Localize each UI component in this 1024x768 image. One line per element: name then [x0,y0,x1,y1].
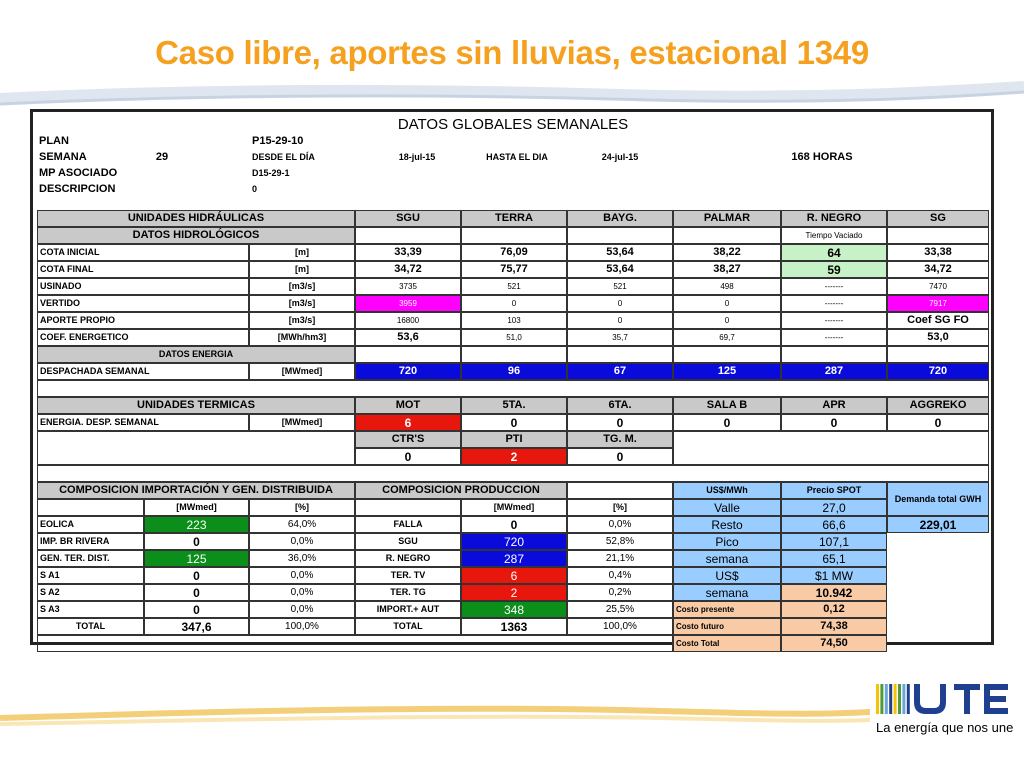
hidro-row-label-4: APORTE PROPIO [37,312,249,329]
hidro-row-label-2: USINADO [37,278,249,295]
termicas-value-4: 0 [781,414,887,431]
hidraulicas-title: UNIDADES HIDRÁULICAS [37,210,355,227]
hidro-value-4-5: Coef SG FO [887,312,989,329]
imp-row-mw-1: 0 [144,533,249,550]
spot-row-value-1: 66,6 [781,516,887,533]
prod-row-label-4: TER. TG [355,584,461,601]
imp-unit1: [MWmed] [144,499,249,516]
hidro-row-unit-4: [m3/s] [249,312,355,329]
spot-row-value-2: 107,1 [781,533,887,550]
hidro-value-0-4: 64 [781,244,887,261]
hidro-value-4-4: ------- [781,312,887,329]
imp-row-pct-5: 0,0% [249,601,355,618]
hidro-value-1-2: 53,64 [567,261,673,278]
hidro-col-5: SG [887,210,989,227]
termicas2-col-2: TG. M. [567,431,673,448]
spot-row-value-3: 65,1 [781,550,887,567]
costo-value-2: 74,50 [781,635,887,652]
prod-row-pct-6: 100,0% [567,618,673,635]
imp-row-label-2: GEN. TER. DIST. [37,550,144,567]
hidro-value-2-5: 7470 [887,278,989,295]
plan-value: P15-29-10 [252,134,304,147]
hidro-row-label-3: VERTIDO [37,295,249,312]
prod-row-label-5: IMPORT.+ AUT [355,601,461,618]
costo-label-2: Costo Total [673,635,781,652]
energia-blank-2 [567,346,673,363]
termicas2-col-1: PTI [461,431,567,448]
hidro-value-3-1: 0 [461,295,567,312]
logo-stripe [876,684,879,714]
termicas-col-4: APR [781,397,887,414]
termicas-blank-right [673,431,989,465]
imp-row-pct-2: 36,0% [249,550,355,567]
hidro-row-unit-0: [m] [249,244,355,261]
importacion-title: COMPOSICION IMPORTACIÓN Y GEN. DISTRIBUIDA [37,482,355,499]
comp-bottom-blank [37,635,673,652]
hidro-value-2-4: ------- [781,278,887,295]
termicas2-value-1: 2 [461,448,567,465]
spot-row-label-4: US$ [673,567,781,584]
spot-row-value-4: $1 MW [781,567,887,584]
hidro-value-3-2: 0 [567,295,673,312]
horas-value: 168 HORAS [791,150,853,163]
hidro-value-4-3: 0 [673,312,781,329]
prod-row-label-3: TER. TV [355,567,461,584]
decorative-swoosh-bottom [0,690,870,730]
spreadsheet-grid [37,114,989,649]
hidro-value-2-1: 521 [461,278,567,295]
prod-row-pct-0: 0,0% [567,516,673,533]
imp-row-mw-5: 0 [144,601,249,618]
prod-unit2: [%] [567,499,673,516]
termicas-value-1: 0 [461,414,567,431]
despachada-value-4: 287 [781,363,887,380]
imp-row-pct-4: 0,0% [249,584,355,601]
hidro-value-3-3: 0 [673,295,781,312]
despachada-value-2: 67 [567,363,673,380]
prod-row-pct-2: 21,1% [567,550,673,567]
hidro-value-5-4: ------- [781,329,887,346]
hidro-value-1-4: 59 [781,261,887,278]
imp-row-pct-0: 64,0% [249,516,355,533]
prod-row-mw-1: 720 [461,533,567,550]
imp-row-pct-1: 0,0% [249,533,355,550]
termicas-value-0: 6 [355,414,461,431]
hidro-value-1-5: 34,72 [887,261,989,278]
hidro-row-label-1: COTA FINAL [37,261,249,278]
termicas-value-3: 0 [673,414,781,431]
termicas-title: UNIDADES TERMICAS [37,397,355,414]
imp-row-label-1: IMP. BR RIVERA [37,533,144,550]
termicas2-value-0: 0 [355,448,461,465]
hidro-value-0-3: 38,22 [673,244,781,261]
despachada-unit: [MWmed] [249,363,355,380]
hidro-row-unit-2: [m3/s] [249,278,355,295]
imp-unit2: [%] [249,499,355,516]
energia-blank-5 [887,346,989,363]
logo-stripe [898,684,901,714]
hidro-value-3-0: 3959 [355,295,461,312]
comp-blank [567,482,673,499]
hidro-row-unit-1: [m] [249,261,355,278]
sheet-title: DATOS GLOBALES SEMANALES [397,115,629,133]
gap-row-1 [37,380,989,397]
imp-row-mw-6: 347,6 [144,618,249,635]
hidro-value-2-3: 498 [673,278,781,295]
hidro-row-unit-3: [m3/s] [249,295,355,312]
hidro-value-1-3: 38,27 [673,261,781,278]
termicas2-col-0: CTR'S [355,431,461,448]
tiempo-vaciado: Tiempo Vaciado [781,227,887,244]
hidro-value-5-1: 51,0 [461,329,567,346]
semana-value: 29 [155,150,169,163]
energia-blank-0 [355,346,461,363]
hidro-value-1-1: 75,77 [461,261,567,278]
hidro-row-label-5: COEF. ENERGETICO [37,329,249,346]
termicas-value-5: 0 [887,414,989,431]
hasta-label: HASTA EL DIA [486,151,548,162]
slide-title: Caso libre, aportes sin lluvias, estacional 1349 [155,34,869,71]
spot-row-label-3: semana [673,550,781,567]
plan-label: PLAN [39,134,69,147]
imp-row-pct-6: 100,0% [249,618,355,635]
descripcion-value: 0 [252,183,258,194]
logo-stripe [894,684,897,714]
hidro-row-unit-5: [MWh/hm3] [249,329,355,346]
termicas-col-5: AGGREKO [887,397,989,414]
hidro-row-label-0: COTA INICIAL [37,244,249,261]
termicas-value-2: 0 [567,414,673,431]
imp-row-label-4: S A2 [37,584,144,601]
imp-row-label-5: S A3 [37,601,144,618]
hidro-value-5-0: 53,6 [355,329,461,346]
semana-label: SEMANA [39,150,87,163]
mp-label: MP ASOCIADO [39,166,118,179]
despachada-value-1: 96 [461,363,567,380]
hidro-value-5-2: 35,7 [567,329,673,346]
spot-row-label-2: Pico [673,533,781,550]
prod-row-pct-1: 52,8% [567,533,673,550]
logo-stripe [885,684,888,714]
ute-logo [874,680,1009,714]
desde-label: DESDE EL DÍA [252,151,315,162]
hasta-value: 24-jul-15 [601,151,639,162]
hidro-value-0-1: 76,09 [461,244,567,261]
desde-value: 18-jul-15 [398,151,436,162]
logo-stripe [902,684,905,714]
despachada-label: DESPACHADA SEMANAL [37,363,249,380]
prod-row-mw-3: 6 [461,567,567,584]
termicas-col-0: MOT [355,397,461,414]
demanda-value: 229,01 [887,516,989,533]
costo-label-1: Costo futuro [673,618,781,635]
costo-value-0: 0,12 [781,601,887,618]
prod-row-mw-0: 0 [461,516,567,533]
spot-row-value-5: 10.942 [781,584,887,601]
hidro-value-2-0: 3735 [355,278,461,295]
hidro-value-0-2: 53,64 [567,244,673,261]
descripcion-label: DESCRIPCION [39,182,116,195]
hidro-col-1: TERRA [461,210,567,227]
hidro-col-3: PALMAR [673,210,781,227]
prod-row-pct-5: 25,5% [567,601,673,618]
imp-row-pct-3: 0,0% [249,567,355,584]
hidro-value-0-5: 33,38 [887,244,989,261]
energia-title: DATOS ENERGIA [37,346,355,363]
prod-row-label-0: FALLA [355,516,461,533]
logo-tagline: La energía que nos une [876,720,1014,735]
imp-row-mw-3: 0 [144,567,249,584]
termicas-col-2: 6TA. [567,397,673,414]
hidro-col-2: BAYG. [567,210,673,227]
logo-stripe [907,684,910,714]
termicas2-value-2: 0 [567,448,673,465]
termicas-col-1: 5TA. [461,397,567,414]
prod-row-mw-5: 348 [461,601,567,618]
imp-blank [37,499,144,516]
prod-row-pct-3: 0,4% [567,567,673,584]
energia-blank-3 [673,346,781,363]
termicas-energia-unit: [MWmed] [249,414,355,431]
spot-row-value-0: 27,0 [781,499,887,516]
hidro-value-4-1: 103 [461,312,567,329]
termicas-blank-left [37,431,355,465]
spot-col2: Precio SPOT [781,482,887,499]
prod-row-label-2: R. NEGRO [355,550,461,567]
spot-row-label-0: Valle [673,499,781,516]
hidro-value-5-3: 69,7 [673,329,781,346]
spot-row-label-1: Resto [673,516,781,533]
imp-row-mw-2: 125 [144,550,249,567]
energia-blank-1 [461,346,567,363]
gap-row-2 [37,465,989,482]
hidro-blank-0 [355,227,461,244]
prod-blank [355,499,461,516]
hidro-value-4-2: 0 [567,312,673,329]
prod-unit1: [MWmed] [461,499,567,516]
energia-blank-4 [781,346,887,363]
prod-row-mw-2: 287 [461,550,567,567]
hidro-value-3-4: ------- [781,295,887,312]
imp-row-mw-4: 0 [144,584,249,601]
spot-col1: US$/MWh [673,482,781,499]
hidro-value-0-0: 33,39 [355,244,461,261]
prod-row-label-6: TOTAL [355,618,461,635]
logo-stripe [889,684,892,714]
demanda-label: Demanda total GWH [887,482,989,516]
hidro-value-2-2: 521 [567,278,673,295]
prod-row-label-1: SGU [355,533,461,550]
hidro-value-1-0: 34,72 [355,261,461,278]
hidro-blank-1 [461,227,567,244]
hidro-blank-5 [887,227,989,244]
imp-row-label-0: EOLICA [37,516,144,533]
prod-row-mw-6: 1363 [461,618,567,635]
produccion-title: COMPOSICION PRODUCCION [355,482,567,499]
costo-label-0: Costo presente [673,601,781,618]
costo-value-1: 74,38 [781,618,887,635]
prod-row-pct-4: 0,2% [567,584,673,601]
termicas-col-3: SALA B [673,397,781,414]
termicas-energia-label: ENERGIA. DESP. SEMANAL [37,414,249,431]
imp-row-mw-0: 223 [144,516,249,533]
hidro-blank-3 [673,227,781,244]
hidro-col-4: R. NEGRO [781,210,887,227]
hidrologicos-title: DATOS HIDROLÓGICOS [37,227,355,244]
hidro-value-4-0: 16800 [355,312,461,329]
despachada-value-5: 720 [887,363,989,380]
logo-stripe [880,684,883,714]
despachada-value-0: 720 [355,363,461,380]
prod-row-mw-4: 2 [461,584,567,601]
spreadsheet-panel [30,109,994,649]
hidro-col-0: SGU [355,210,461,227]
imp-row-label-3: S A1 [37,567,144,584]
imp-row-label-6: TOTAL [37,618,144,635]
hidro-blank-2 [567,227,673,244]
mp-value: D15-29-1 [252,167,290,178]
spot-row-label-5: semana [673,584,781,601]
hidro-value-5-5: 53,0 [887,329,989,346]
hidro-value-3-5: 7917 [887,295,989,312]
despachada-value-3: 125 [673,363,781,380]
